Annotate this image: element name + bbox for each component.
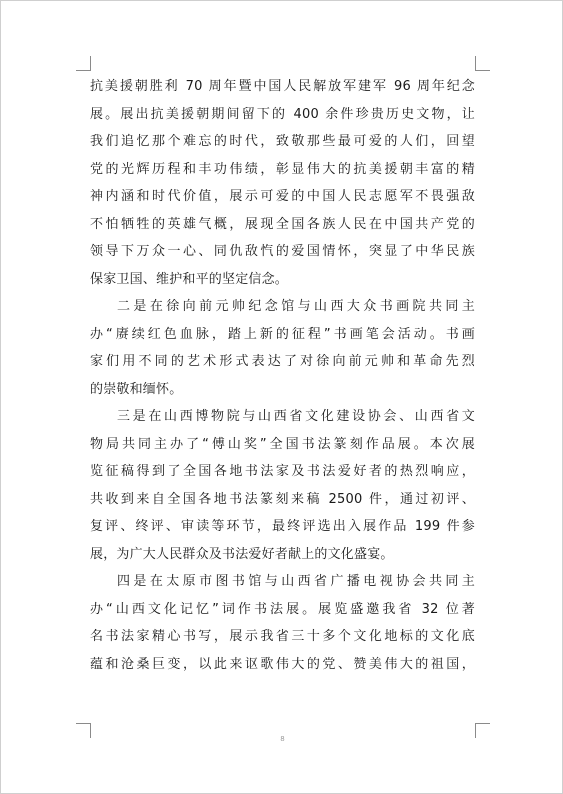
text-line: 办“赓续红色血脉，踏上新的征程”书画笔会活动。书画 [90, 326, 475, 342]
page-number: 8 [280, 735, 285, 743]
text-line: 抗美援朝胜利 70 周年暨中国人民解放军建军 96 周年纪念 [90, 79, 475, 94]
margin-corner-top-right [475, 56, 490, 71]
text-line: 物局共同主办了“傅山奖”全国书法篆刻作品展。本次展 [90, 436, 475, 452]
text-line: 览征稿得到了全国各地书法家及书法爱好者的热烈响应， [90, 464, 475, 479]
text-line: 家们用不同的艺术形式表达了对徐向前元帅和革命先烈 [90, 354, 475, 369]
text-line: 三是在山西博物院与山西省文化建设协会、山西省文 [117, 409, 475, 424]
text-line: 保家卫国、维护和平的坚定信念。 [90, 271, 289, 287]
document-body [90, 73, 475, 678]
text-line: 共收到来自全国各地书法篆刻来稿 2500 件，通过初评、 [90, 491, 475, 507]
text-line: 不怕牺牲的英雄气概，展现全国各族人民在中国共产党的 [90, 216, 475, 232]
text-line: 展，为广大人民群众及书法爱好者献上的文化盛宴。 [90, 546, 394, 562]
text-line: 我们追忆那个难忘的时代，致敬那些最可爱的人们，回望 [90, 134, 475, 149]
text-line: 办“山西文化记忆”词作书法展。展览盛邀我省 32 位著 [90, 601, 475, 617]
text-line: 领导下万众一心、同仇敌忾的爱国情怀，突显了中华民族 [90, 244, 475, 259]
text-line: 四是在太原市图书馆与山西省广播电视协会共同主 [117, 574, 475, 589]
text-line: 名书法家精心书写，展示我省三十多个文化地标的文化底 [90, 629, 475, 644]
text-line: 二是在徐向前元帅纪念馆与山西大众书画院共同主 [117, 299, 475, 314]
text-line: 复评、终评、审读等环节，最终评选出入展作品 199 件参 [90, 519, 475, 534]
text-line: 的崇敬和缅怀。 [90, 381, 183, 397]
text-line: 神内涵和时代价值，展示可爱的中国人民志愿军不畏强敌 [90, 189, 475, 204]
margin-corner-top-left [76, 56, 91, 71]
text-line: 党的光辉历程和丰功伟绩，彰显伟大的抗美援朝丰富的精 [90, 161, 475, 177]
text-line: 展。展出抗美援朝期间留下的 400 余件珍贵历史文物，让 [90, 106, 475, 122]
text-line: 蕴和沧桑巨变，以此来讴歌伟大的党、赞美伟大的祖国， [90, 656, 475, 672]
